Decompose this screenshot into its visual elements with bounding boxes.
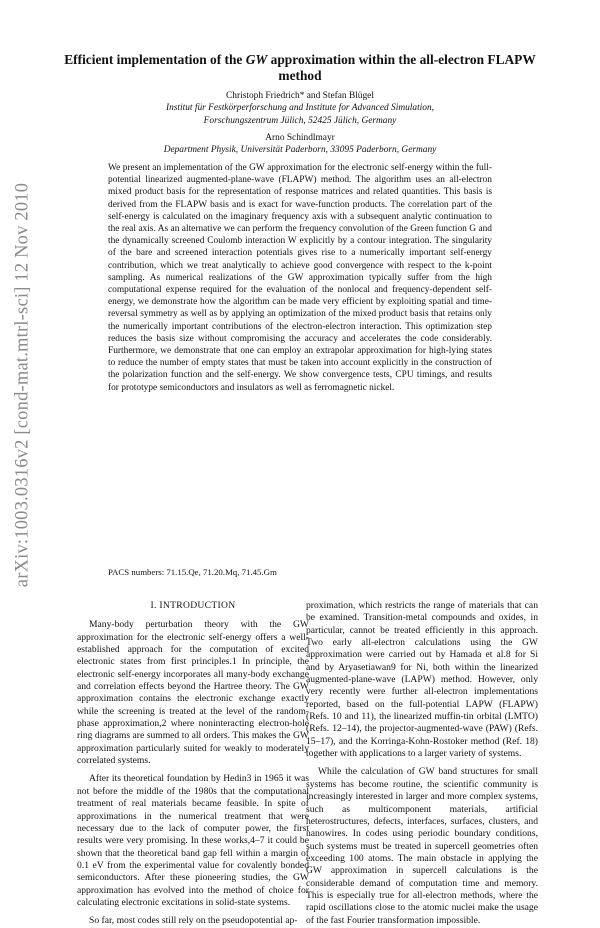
- authors-line-2: Arno Schindlmayr: [265, 133, 335, 143]
- right-column: [306, 600, 538, 927]
- arxiv-id: arXiv:1003.0316v2 [cond-mat.mtrl-sci] 12 Nov 2010: [12, 182, 33, 588]
- left-column: [77, 600, 309, 928]
- affiliation-2: Department Physik, Universität Paderborn, 33095 Paderborn, Germany: [163, 145, 437, 156]
- authors-line-1: Christoph Friedrich* and Stefan Blügel: [226, 91, 374, 101]
- affiliation-1-line-2: Forschungszentrum Jülich, 52425 Jülich, Germany: [203, 115, 397, 126]
- intro-paragraph-3: So far, most codes still rely on the pseudopotential ap-: [89, 915, 298, 927]
- abstract: We present an implementation of the GW approximation for the electronic self-energy within the full-potential linearized augmented-plane-wave (FLAPW) method. The algorithm uses an all-electron mixed product basis for the representation of response matrices and related quantities. This basis is derived from the FLAPW basis and is exact for wave-function products. The correlation part of the self-energy is calculated on the imaginary frequency axis with a subsequent analytic continuation to the real axis. As an alternative we can perform the frequency convolution of the Green function G and the dynamically screened Coulomb interaction W explicitly by a contour integration. The singularity of the bare and screened interaction potentials gives rise to a numerically important self-energy contribution, which we treat analytically to achieve good convergence with respect to the k-point sampling. As numerical realizations of the GW approximation typically suffer from the high computational expense required for the evaluation of the nonlocal and frequency-dependent self-energy, we demonstrate how the algorithm can be made very efficient by exploiting spatial and time-reversal symmetry as well as by applying an optimization of the mixed product basis that retains only the numerically important contributions of the electron-electron interaction. This optimization step reduces the basis size without compromising the accuracy and accelerates the code considerably. Furthermore, we demonstrate that one can employ an extrapolar approximation for high-lying states to reduce the number of empty states that must be taken into account explicitly in the construction of the polarization function and the self-energy. We show convergence tests, CPU timings, and results for prototype semiconductors and insulators as well as ferromagnetic nickel.: [108, 163, 492, 393]
- section-heading: I. INTRODUCTION: [150, 600, 236, 611]
- title-part-2: approximation within the all-electron FLAPW method: [267, 52, 536, 83]
- paper-title: [60, 52, 540, 84]
- intro-paragraph-4: proximation, which restricts the range of materials that can be examined. Transition-metal compounds and oxides, in particular, cannot be treated efficiently in this approach. Two early all-electron calculations using the GW approximation were carried out by Hamada et al.8 for Si and by Aryasetiawan9 for Ni, both within the linearized augmented-plane-wave (LAPW) method. However, only very recently were further all-electron implementations reported, based on the full-potential LAPW (FLAPW) (Refs. 10 and 11), the linearized muffin-tin orbital (LMTO) (Refs. 12–14), the projector-augmented-wave (PAW) (Refs. 15–17), and the Korringa-Kohn-Rostoker method (Ref. 18) together with applications to a larger variety of systems.: [306, 600, 538, 760]
- intro-paragraph-1: Many-body perturbation theory with the GW approximation for the electronic self-energy offers a well-established approach for the computation of excited electronic states from first principles.1 In principle, the electronic self-energy incorporates all many-body exchange and correlation effects beyond the Hartree theory. The GW approximation contains the electronic exchange exactly while the screening is treated at the level of the random-phase approximation,2 where noninteracting electron-hole ring diagrams are summed to all orders. This makes the GW approximation particularly suited for weakly to moderately correlated systems.: [77, 619, 309, 767]
- intro-paragraph-2: After its theoretical foundation by Hedin3 in 1965 it was not before the middle of the 1980s that the computational treatment of real materials became feasible. In spite of approximations in the numerical treatment that were necessary due to the lack of computer power, the first results were very promising. In these works,4–7 it could be shown that the theoretical band gap fell within a margin of 0.1 eV from the experimental value for covalently bonded semiconductors. After these pioneering studies, the GW approximation has evolved into the method of choice for calculating electronic excitations in solid-state systems.: [77, 773, 309, 908]
- title-part-1: Efficient implementation of the: [64, 52, 246, 67]
- author-block-2: [60, 132, 540, 157]
- title-gw: GW: [245, 52, 268, 67]
- arxiv-sidebar-stamp: [8, 150, 38, 620]
- intro-paragraph-5: While the calculation of GW band structures for small systems has become routine, the scientific community is increasingly interested in larger and more complex systems, such as multicomponent materials, artificial heterostructures, defects, interfaces, surfaces, clusters, and nanowires. In codes using periodic boundary conditions, such systems must be treated in supercell geometries often exceeding 100 atoms. The main obstacle in applying the GW approximation in supercell calculations is the considerable demand of computation time and memory. This is especially true for all-electron methods, where the rapid oscillations close to the atomic nuclei make the usage of the fast Fourier transformation impossible.: [306, 766, 538, 926]
- pacs-numbers: PACS numbers: 71.15.Qe, 71.20.Mq, 71.45.Gm: [108, 567, 277, 577]
- author-block-1: [60, 90, 540, 127]
- affiliation-1-line-1: Institut für Festkörperforschung and Institute for Advanced Simulation,: [165, 103, 435, 114]
